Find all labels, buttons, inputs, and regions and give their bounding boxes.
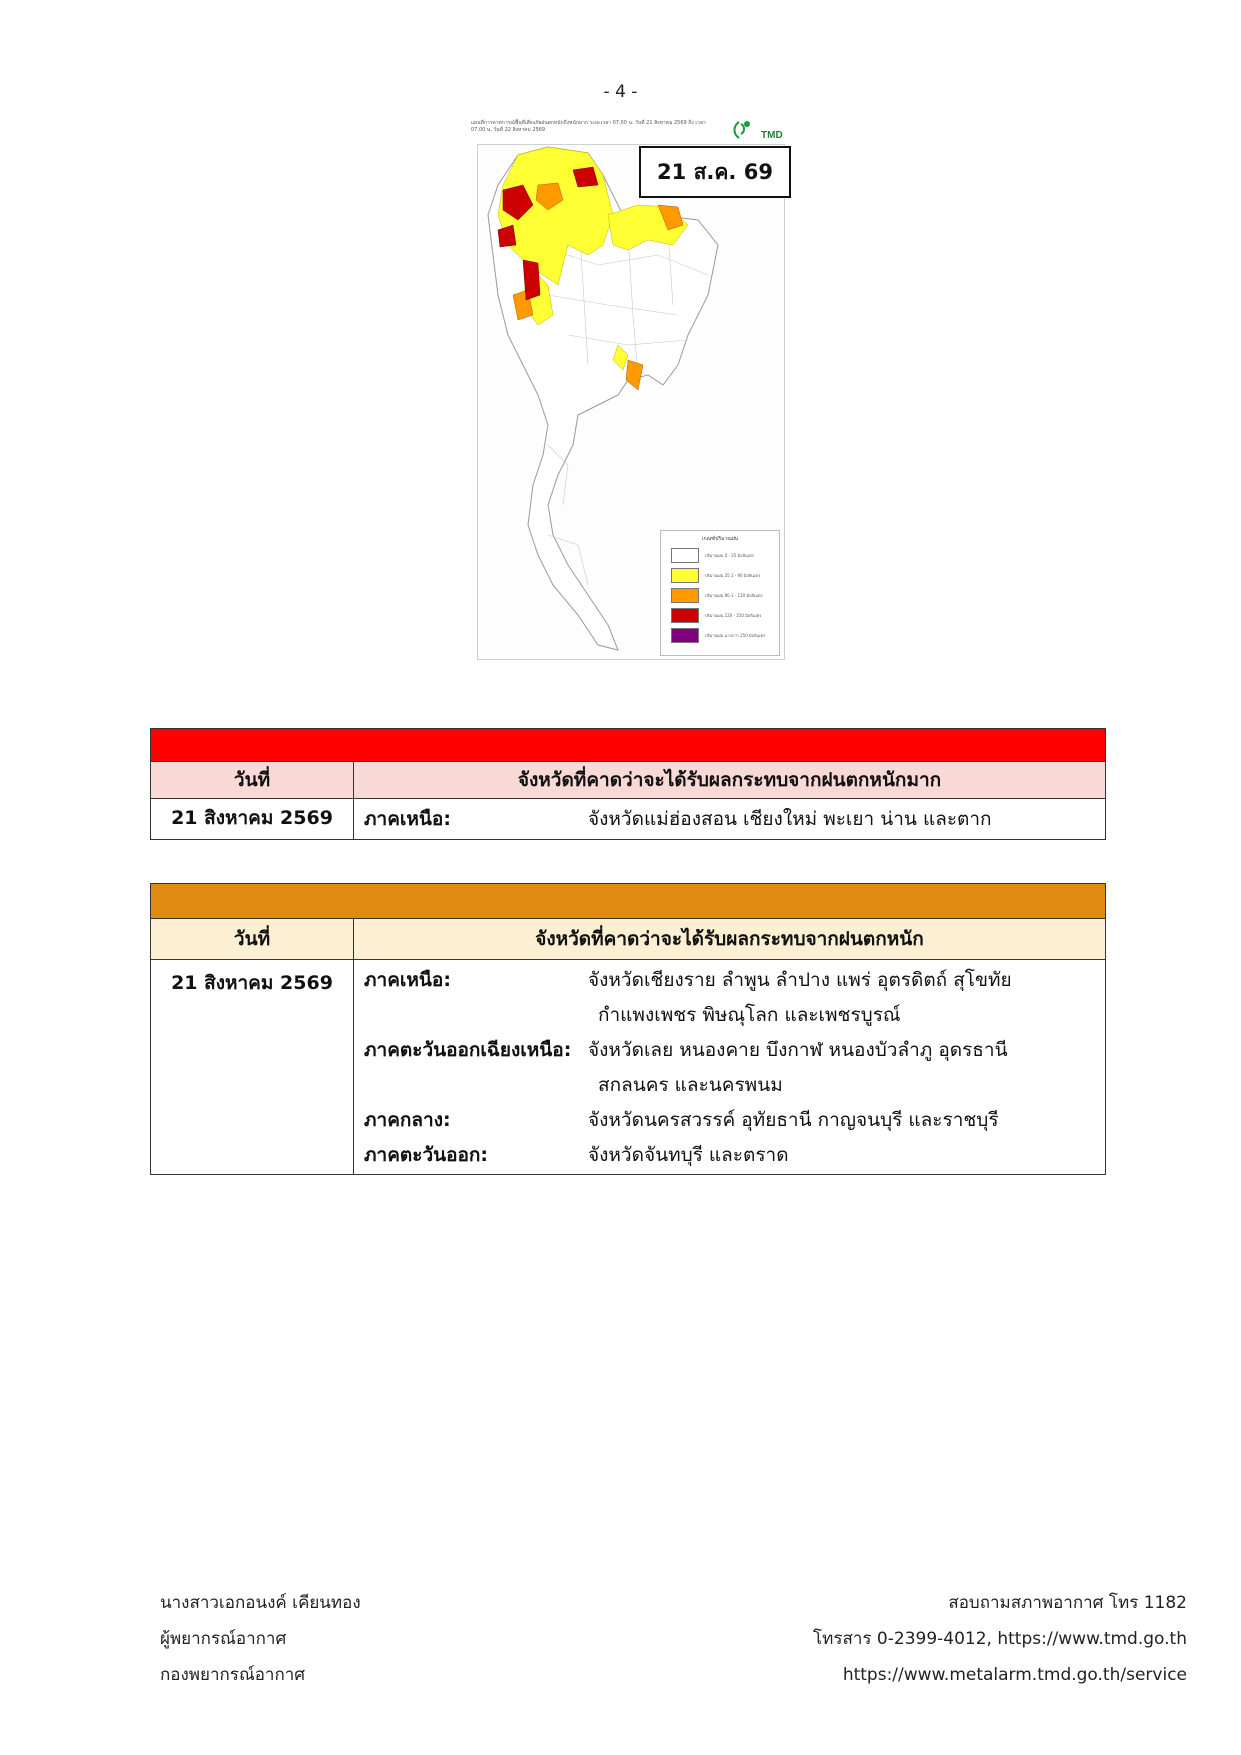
col-header-date: วันที่ (151, 762, 354, 799)
province-list-continued: กำแพงเพชร พิษณุโลก และเพชรบูรณ์ (598, 1003, 901, 1026)
tmd-logo-text: TMD (761, 130, 783, 141)
table-header-row (151, 919, 1106, 960)
very-heavy-rain-table (150, 728, 1106, 840)
table-row (151, 960, 1106, 1175)
region-label: ภาคกลาง: (364, 1108, 451, 1131)
forecaster-division: กองพยากรณ์อากาศ (160, 1665, 306, 1685)
forecaster-title: ผู้พยากรณ์อากาศ (160, 1629, 287, 1649)
legend-label: ปริมาณฝน มากกว่า 250 มิลลิเมตร (705, 632, 766, 638)
legend-swatch (671, 588, 699, 603)
province-list: จังหวัดเลย หนองคาย บึงกาฬ หนองบัวลำภู อุดรธานี (588, 1038, 1008, 1061)
legend-swatch (671, 568, 699, 583)
table-color-band (151, 729, 1106, 762)
forecaster-info (160, 1585, 361, 1693)
page-number: - 4 - (603, 82, 638, 102)
legend-label: ปริมาณฝน 120 - 250 มิลลิเมตร (705, 612, 762, 618)
region-label: ภาคเหนือ: (364, 808, 451, 830)
date-cell: 21 สิงหาคม 2569 (151, 960, 354, 1175)
map-legend (660, 530, 780, 656)
province-list: จังหวัดเชียงราย ลำพูน ลำปาง แพร่ อุตรดิตถ์ สุโขทัย (588, 968, 1012, 991)
legend-label: ปริมาณฝน 90.1 - 120 มิลลิเมตร (705, 592, 763, 598)
legend-swatch (671, 548, 699, 563)
contact-service-link[interactable]: https://www.metalarm.tmd.go.th/service (842, 1665, 1187, 1685)
forecaster-name: นางสาวเอกอนงค์ เคียนทอง (160, 1593, 361, 1613)
date-cell: 21 สิงหาคม 2569 (151, 799, 354, 840)
provinces-cell (354, 960, 1106, 1175)
contact-info (813, 1585, 1187, 1693)
contact-phone: สอบถามสภาพอากาศ โทร 1182 (948, 1593, 1187, 1613)
province-list-continued: สกลนคร และนครพนม (598, 1073, 783, 1096)
legend-swatch (671, 608, 699, 623)
region-label: ภาคตะวันออกเฉียงเหนือ: (364, 1038, 572, 1061)
legend-item (671, 547, 779, 563)
contact-fax-website[interactable]: โทรสาร 0-2399-4012, https://www.tmd.go.th (813, 1629, 1187, 1649)
legend-label: ปริมาณฝน 0 - 35 มิลลิเมตร (705, 552, 754, 558)
tmd-logo (731, 118, 791, 142)
legend-item (671, 587, 779, 603)
legend-item (671, 567, 779, 583)
table-header-row (151, 762, 1106, 799)
col-header-date: วันที่ (151, 919, 354, 960)
legend-label: ปริมาณฝน 35.1 - 90 มิลลิเมตร (705, 572, 761, 578)
map-header-text: แผนที่การคาดการณ์พื้นที่เสี่ยงภัยฝนตกหนักถึงหนักมาก ระยะเวลา 07.00 น. วันที่ 21 สิงหาคม 2569 ถึง เวลา 07.00 น. วันที่ 22 สิงหาคม 2569 (471, 120, 706, 133)
table-row (151, 799, 1106, 840)
province-list: จังหวัดแม่ฮ่องสอน เชียงใหม่ พะเยา น่าน และตาก (588, 808, 992, 830)
region-label: ภาคเหนือ: (364, 968, 451, 991)
heavy-rain-table (150, 883, 1106, 1175)
rain-forecast-map (465, 112, 795, 660)
region-label: ภาคตะวันออก: (364, 1143, 489, 1166)
province-list: จังหวัดนครสวรรค์ อุทัยธานี กาญจนบุรี และราชบุรี (588, 1108, 999, 1131)
table-color-band (151, 884, 1106, 919)
red-band (151, 729, 1106, 762)
legend-title: เกณฑ์ปริมาณฝน (701, 536, 739, 542)
province-list: จังหวัดจันทบุรี และตราด (588, 1143, 789, 1166)
map-date-label: 21 ส.ค. 69 (639, 146, 791, 198)
map-header (465, 112, 795, 142)
provinces-cell (354, 799, 1106, 840)
legend-item (671, 607, 779, 623)
col-header-provinces: จังหวัดที่คาดว่าจะได้รับผลกระทบจากฝนตกหนักมาก (354, 762, 1106, 799)
legend-swatch (671, 628, 699, 643)
col-header-provinces: จังหวัดที่คาดว่าจะได้รับผลกระทบจากฝนตกหนัก (354, 919, 1106, 960)
orange-band (151, 884, 1106, 919)
legend-item (671, 627, 779, 643)
